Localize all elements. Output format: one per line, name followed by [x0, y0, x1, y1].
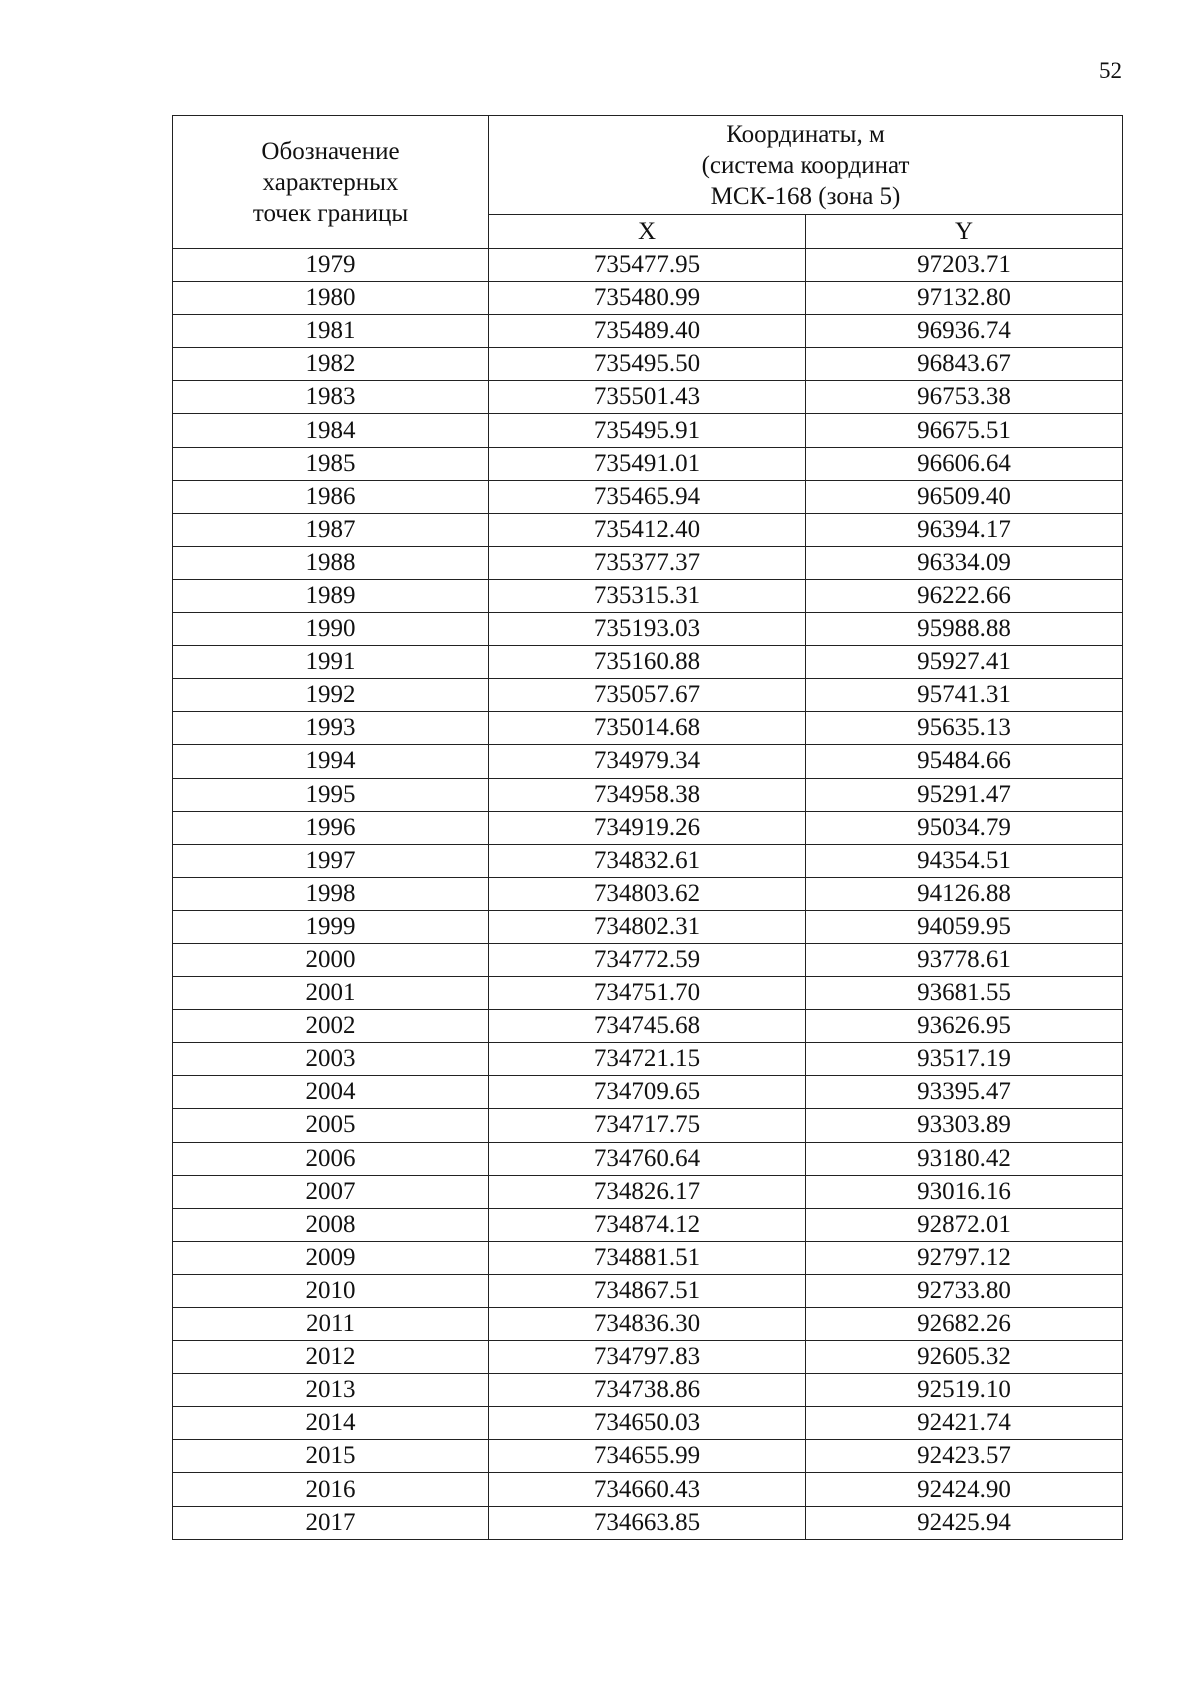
y-coordinate-cell: 96394.17	[806, 513, 1123, 546]
table-row	[173, 513, 1123, 546]
page-number: 52	[1099, 58, 1122, 83]
point-cell: 1984	[173, 414, 489, 447]
point-cell: 2007	[173, 1175, 489, 1208]
y-coordinate-cell: 95034.79	[806, 811, 1123, 844]
x-coordinate-cell: 735014.68	[489, 712, 806, 745]
point-cell: 2006	[173, 1142, 489, 1175]
y-coordinate-cell: 92872.01	[806, 1208, 1123, 1241]
table-row	[173, 1473, 1123, 1506]
table-row	[173, 414, 1123, 447]
y-coordinate-cell: 94059.95	[806, 910, 1123, 943]
table-row	[173, 579, 1123, 612]
x-coordinate-cell: 734660.43	[489, 1473, 806, 1506]
y-coordinate-cell: 93778.61	[806, 943, 1123, 976]
x-coordinate-cell: 734802.31	[489, 910, 806, 943]
point-cell: 2005	[173, 1109, 489, 1142]
y-coordinate-cell: 93180.42	[806, 1142, 1123, 1175]
point-header-line: Обозначение	[261, 137, 400, 165]
x-coordinate-cell: 734760.64	[489, 1142, 806, 1175]
point-cell: 2012	[173, 1341, 489, 1374]
point-cell: 1983	[173, 381, 489, 414]
table-header	[173, 116, 1123, 249]
table-row	[173, 315, 1123, 348]
table-body	[173, 249, 1123, 1540]
x-coordinate-cell: 734919.26	[489, 811, 806, 844]
table-row	[173, 1010, 1123, 1043]
y-coordinate-cell: 92682.26	[806, 1308, 1123, 1341]
point-cell: 2000	[173, 943, 489, 976]
x-coordinate-cell: 735315.31	[489, 579, 806, 612]
table-row	[173, 1241, 1123, 1274]
coord-header-line: Координаты, м	[726, 120, 885, 148]
x-coordinate-cell: 735501.43	[489, 381, 806, 414]
x-coordinate-cell: 734745.68	[489, 1010, 806, 1043]
y-coordinate-cell: 95741.31	[806, 679, 1123, 712]
table-row	[173, 1440, 1123, 1473]
y-coordinate-cell: 92423.57	[806, 1440, 1123, 1473]
y-coordinate-cell: 96606.64	[806, 447, 1123, 480]
point-cell: 2003	[173, 1043, 489, 1076]
x-coordinate-cell: 734881.51	[489, 1241, 806, 1274]
x-coordinate-cell: 735495.91	[489, 414, 806, 447]
table-row	[173, 1407, 1123, 1440]
x-coordinate-cell: 734836.30	[489, 1308, 806, 1341]
table-row	[173, 646, 1123, 679]
point-designation-header	[173, 116, 489, 249]
x-coordinate-cell: 734803.62	[489, 877, 806, 910]
point-cell: 2011	[173, 1308, 489, 1341]
x-coordinate-cell: 734655.99	[489, 1440, 806, 1473]
point-cell: 1986	[173, 480, 489, 513]
table-row	[173, 977, 1123, 1010]
x-coordinate-cell: 734772.59	[489, 943, 806, 976]
table-row	[173, 546, 1123, 579]
x-coordinate-cell: 735377.37	[489, 546, 806, 579]
x-coordinate-cell: 734832.61	[489, 844, 806, 877]
y-coordinate-cell: 92797.12	[806, 1241, 1123, 1274]
point-cell: 2017	[173, 1506, 489, 1539]
table-row	[173, 1506, 1123, 1539]
table-row	[173, 1076, 1123, 1109]
y-coordinate-cell: 96509.40	[806, 480, 1123, 513]
point-cell: 2009	[173, 1241, 489, 1274]
point-cell: 1981	[173, 315, 489, 348]
point-cell: 1998	[173, 877, 489, 910]
x-coordinate-cell: 735160.88	[489, 646, 806, 679]
table-row	[173, 480, 1123, 513]
point-cell: 1990	[173, 613, 489, 646]
point-cell: 2008	[173, 1208, 489, 1241]
point-header-line: характерных	[262, 168, 399, 196]
x-coordinate-cell: 735477.95	[489, 249, 806, 282]
coordinates-table	[172, 115, 1123, 1540]
table-row	[173, 1374, 1123, 1407]
x-coordinate-cell: 734958.38	[489, 778, 806, 811]
point-cell: 2015	[173, 1440, 489, 1473]
x-coordinate-cell: 734721.15	[489, 1043, 806, 1076]
x-coordinate-cell: 734867.51	[489, 1274, 806, 1307]
x-coordinate-cell: 735489.40	[489, 315, 806, 348]
table-row	[173, 679, 1123, 712]
y-coordinate-cell: 93517.19	[806, 1043, 1123, 1076]
table-row	[173, 381, 1123, 414]
table-row	[173, 613, 1123, 646]
table-row	[173, 1109, 1123, 1142]
x-coordinate-cell: 735412.40	[489, 513, 806, 546]
x-coordinate-cell: 734717.75	[489, 1109, 806, 1142]
table-row	[173, 1308, 1123, 1341]
point-cell: 1982	[173, 348, 489, 381]
table-row	[173, 249, 1123, 282]
point-cell: 2013	[173, 1374, 489, 1407]
table-row	[173, 943, 1123, 976]
point-cell: 2014	[173, 1407, 489, 1440]
point-cell: 2010	[173, 1274, 489, 1307]
point-cell: 1997	[173, 844, 489, 877]
point-cell: 1993	[173, 712, 489, 745]
coord-header-line: МСК-168 (зона 5)	[710, 182, 901, 210]
y-coordinate-cell: 92519.10	[806, 1374, 1123, 1407]
coord-header-line: (система координат	[701, 151, 910, 179]
x-column-header: X	[489, 215, 806, 249]
y-coordinate-cell: 95291.47	[806, 778, 1123, 811]
table-row	[173, 1142, 1123, 1175]
table-row	[173, 1175, 1123, 1208]
x-coordinate-cell: 734650.03	[489, 1407, 806, 1440]
point-cell: 2001	[173, 977, 489, 1010]
x-coordinate-cell: 734797.83	[489, 1341, 806, 1374]
table-row	[173, 778, 1123, 811]
table-row	[173, 1341, 1123, 1374]
x-coordinate-cell: 735465.94	[489, 480, 806, 513]
x-coordinate-cell: 735495.50	[489, 348, 806, 381]
y-coordinate-cell: 95635.13	[806, 712, 1123, 745]
x-coordinate-cell: 734751.70	[489, 977, 806, 1010]
point-cell: 1987	[173, 513, 489, 546]
y-coordinate-cell: 96753.38	[806, 381, 1123, 414]
table-row	[173, 1043, 1123, 1076]
y-coordinate-cell: 93016.16	[806, 1175, 1123, 1208]
point-cell: 2004	[173, 1076, 489, 1109]
y-coordinate-cell: 97203.71	[806, 249, 1123, 282]
point-cell: 1996	[173, 811, 489, 844]
y-coordinate-cell: 94126.88	[806, 877, 1123, 910]
y-coordinate-cell: 93681.55	[806, 977, 1123, 1010]
y-coordinate-cell: 92425.94	[806, 1506, 1123, 1539]
table-row	[173, 447, 1123, 480]
table-row	[173, 282, 1123, 315]
y-coordinate-cell: 92421.74	[806, 1407, 1123, 1440]
y-coordinate-cell: 93395.47	[806, 1076, 1123, 1109]
y-coordinate-cell: 95927.41	[806, 646, 1123, 679]
y-coordinate-cell: 96675.51	[806, 414, 1123, 447]
y-coordinate-cell: 96334.09	[806, 546, 1123, 579]
y-coordinate-cell: 96222.66	[806, 579, 1123, 612]
y-coordinate-cell: 95484.66	[806, 745, 1123, 778]
x-coordinate-cell: 735193.03	[489, 613, 806, 646]
table-row	[173, 745, 1123, 778]
table-row	[173, 1274, 1123, 1307]
y-coordinate-cell: 95988.88	[806, 613, 1123, 646]
point-cell: 1989	[173, 579, 489, 612]
point-cell: 1979	[173, 249, 489, 282]
point-cell: 1991	[173, 646, 489, 679]
x-coordinate-cell: 735480.99	[489, 282, 806, 315]
y-coordinate-cell: 92424.90	[806, 1473, 1123, 1506]
y-coordinate-cell: 93303.89	[806, 1109, 1123, 1142]
x-coordinate-cell: 734663.85	[489, 1506, 806, 1539]
table-row	[173, 877, 1123, 910]
y-coordinate-cell: 97132.80	[806, 282, 1123, 315]
x-coordinate-cell: 734826.17	[489, 1175, 806, 1208]
x-coordinate-cell: 734738.86	[489, 1374, 806, 1407]
table-row	[173, 910, 1123, 943]
x-coordinate-cell: 735491.01	[489, 447, 806, 480]
point-cell: 2002	[173, 1010, 489, 1043]
x-coordinate-cell: 734979.34	[489, 745, 806, 778]
table-row	[173, 1208, 1123, 1241]
point-header-line: точек границы	[252, 199, 409, 227]
coordinates-header	[489, 116, 1123, 215]
x-coordinate-cell: 734874.12	[489, 1208, 806, 1241]
point-cell: 1980	[173, 282, 489, 315]
point-cell: 1999	[173, 910, 489, 943]
y-coordinate-cell: 94354.51	[806, 844, 1123, 877]
y-coordinate-cell: 93626.95	[806, 1010, 1123, 1043]
table-row	[173, 844, 1123, 877]
y-coordinate-cell: 92733.80	[806, 1274, 1123, 1307]
y-coordinate-cell: 92605.32	[806, 1341, 1123, 1374]
point-cell: 2016	[173, 1473, 489, 1506]
point-cell: 1995	[173, 778, 489, 811]
table-row	[173, 811, 1123, 844]
table-row	[173, 712, 1123, 745]
y-coordinate-cell: 96843.67	[806, 348, 1123, 381]
x-coordinate-cell: 734709.65	[489, 1076, 806, 1109]
y-column-header: Y	[806, 215, 1123, 249]
x-coordinate-cell: 735057.67	[489, 679, 806, 712]
point-cell: 1988	[173, 546, 489, 579]
point-cell: 1992	[173, 679, 489, 712]
point-cell: 1994	[173, 745, 489, 778]
point-cell: 1985	[173, 447, 489, 480]
y-coordinate-cell: 96936.74	[806, 315, 1123, 348]
table-row	[173, 348, 1123, 381]
